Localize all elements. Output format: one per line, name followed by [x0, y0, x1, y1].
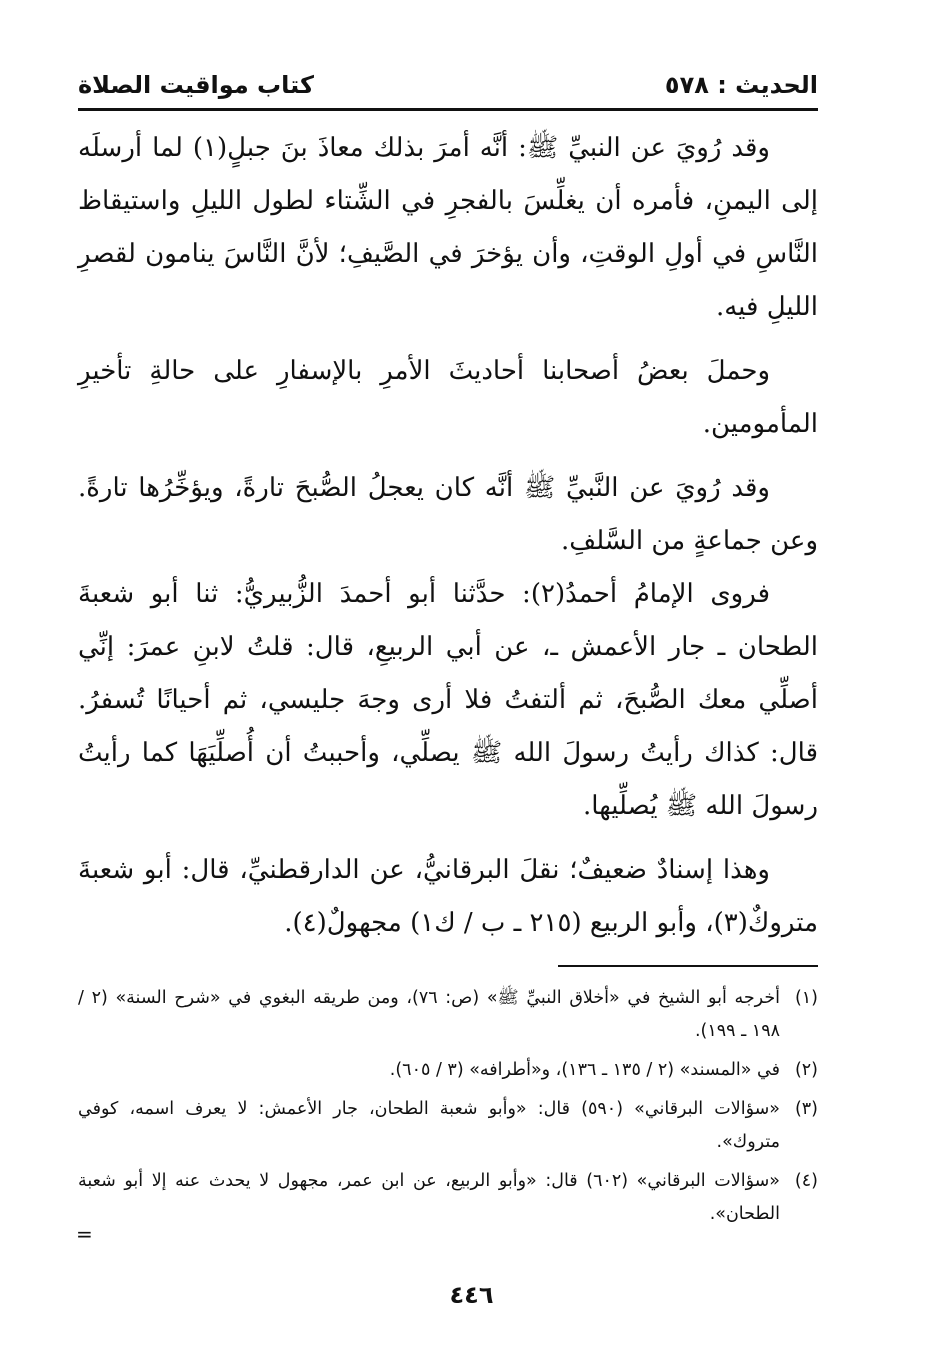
header-divider [78, 108, 818, 111]
page-number: ٤٤٦ [449, 1281, 494, 1309]
chapter-title: كتاب مواقيت الصلاة [78, 71, 314, 99]
paragraph: وقد رُويَ عن النَّبيِّ ﷺ أنَّه كان يعجلُ الصُّبحَ تارةً، ويؤخِّرُها تارةً. وعن جماعةٍ من السَّلفِ. [78, 473, 818, 556]
footnote-item [78, 1054, 818, 1087]
footnote-number: (٣) [794, 1099, 818, 1119]
footnote-item [78, 982, 818, 1048]
paragraph: فروى الإمامُ أحمدُ(٢): حدَّثنا أبو أحمدَ الزُّبيريُّ: ثنا أبو شعبةَ الطحان ـ جار الأعمش ـ، عن أبي الربيعِ، قال: قلتُ لابنِ عمرَ: إنِّي أصلِّي معك الصُّبحَ، ثم ألتفتُ فلا أرى وجهَ جليسي، ثم أحيانًا تُسفرُ. قال: كذاك رأيتُ رسولَ الله ﷺ يصلِّي، وأحببتُ أن أُصلِّيَهَا كما رأيتُ رسولَ الله ﷺ يُصلِّيها. [78, 579, 818, 821]
hadith-number-label: الحديث : ٥٧٨ [664, 71, 818, 99]
footnotes [78, 982, 818, 1237]
continuation-mark: = [76, 1222, 93, 1246]
paragraph: وحملَ بعضُ أصحابنا أحاديثَ الأمرِ بالإسفارِ على حالةِ تأخيرِ المأمومين. [78, 356, 818, 439]
main-text [78, 122, 818, 961]
footnote-number: (١) [794, 988, 818, 1008]
paragraph: وقد رُويَ عن النبيِّ ﷺ: أنَّه أمرَ بذلك معاذَ بنَ جبلٍ(١) لما أرسلَه إلى اليمنِ، فأمره أن يغلِّسَ بالفجرِ في الشِّتاء لطول الليلِ واستيقاظ النَّاسِ في أولِ الوقتِ، وأن يؤخرَ في الصَّيفِ؛ لأنَّ النَّاسَ ينامون لقصرِ الليلِ فيه. [78, 133, 818, 322]
footnote-item [78, 1165, 818, 1231]
running-header [78, 66, 818, 104]
footnote-number: (٢) [794, 1060, 818, 1080]
footnote-text: أخرجه أبو الشيخ في «أخلاق النبيِّ ﷺ» (ص: ٧٦)، ومن طريقه البغوي في «شرح السنة» (٢ / ١٩٨ ـ ١٩٩). [78, 988, 780, 1041]
footnote-number: (٤) [794, 1171, 818, 1191]
footnote-text: في «المسند» (٢ / ١٣٥ ـ ١٣٦)، و«أطرافه» (٣ / ٦٠٥). [389, 1060, 780, 1080]
paragraph: وهذا إسنادٌ ضعيفٌ؛ نقلَ البرقانيُّ، عن الدارقطنيِّ، قال: أبو شعبةَ متروكٌ(٣)، وأبو الربيع (٢١٥ ـ ب / ك١) مجهولٌ(٤). [78, 855, 818, 938]
footnote-text: «سؤالات البرقاني» (٦٠٢) قال: «وأبو الربيع، عن ابن عمر، مجهول لا يحدث عنه إلا أبو شعبة الطحان». [78, 1171, 780, 1224]
footnote-item [78, 1093, 818, 1159]
footnote-divider [558, 965, 818, 967]
footnote-text: «سؤالات البرقاني» (٥٩٠) قال: «وأبو شعبة الطحان، جار الأعمش: لا يعرف اسمه، كوفي متروك». [78, 1099, 780, 1152]
